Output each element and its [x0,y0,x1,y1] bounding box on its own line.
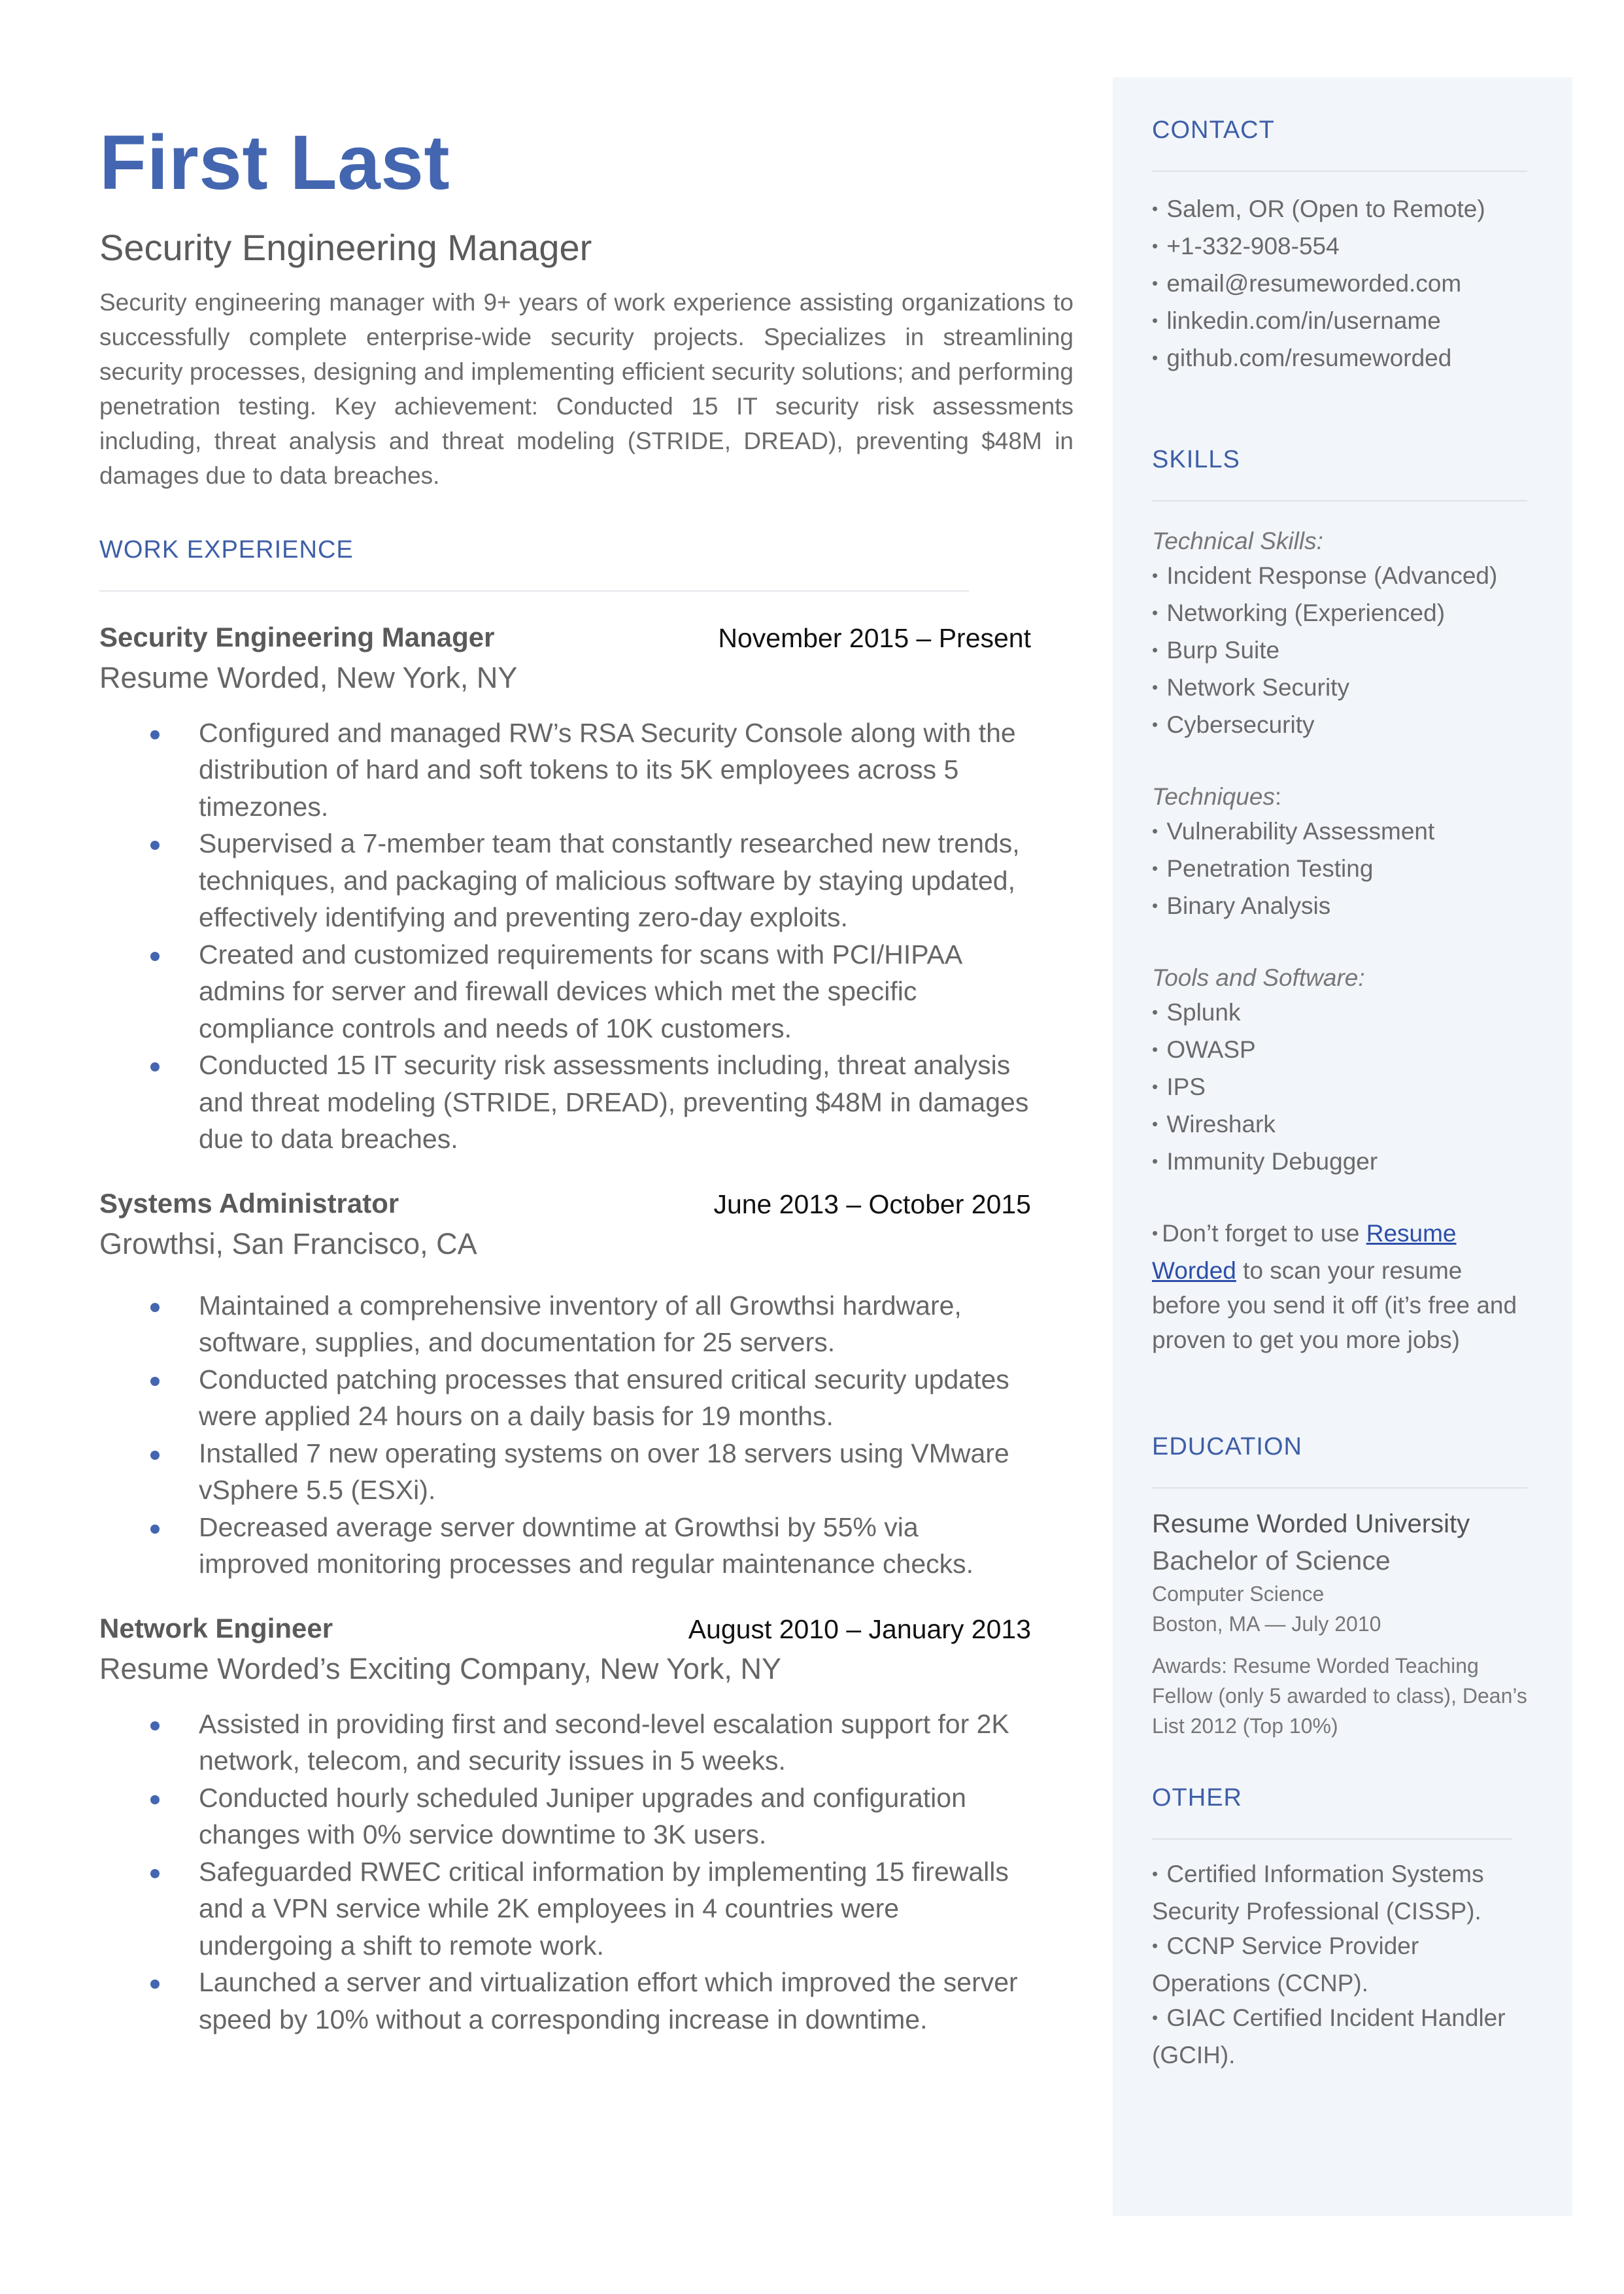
contact-email[interactable]: • email@resumeworded.com [1152,266,1544,303]
summary: Security engineering manager with 9+ years of work experience assisting organizations to successfully complete enterprise-wide security projects. Specializes in streamlining security processes, designing and implementing efficient security solutions; and performing penetration testing. Key achievement: Conducted 15 IT security risk assessments including, threat analysis and threat modeling (STRIDE, DREAD), preventing $48M in damages due to data breaches. [99,288,1074,489]
job-entry [99,1188,1074,1583]
bullet-item: Installed 7 new operating systems on over 18 servers using VMware vSphere 5.5 (ESXi). [99,1435,1031,1509]
skill-item: • Binary Analysis [1152,888,1544,926]
divider [1152,1487,1527,1489]
contact-phone[interactable]: • +1-332-908-554 [1152,229,1544,266]
job-bullets [99,715,1031,1158]
techniques-label-colon: : [1274,783,1282,810]
skill-item: • Penetration Testing [1152,851,1544,888]
contact-location: • Salem, OR (Open to Remote) [1152,192,1544,229]
contact-github[interactable]: • github.com/resumeworded [1152,341,1544,378]
techniques-list [1152,814,1544,926]
note-suffix: to scan your resume before you send it off (it’s free and proven to get you more jobs) [1152,1257,1517,1353]
education-degree: Bachelor of Science [1152,1545,1391,1576]
skill-item: • Cybersecurity [1152,707,1544,745]
divider [1152,1838,1512,1840]
work-experience-heading: WORK EXPERIENCE [99,535,354,564]
skill-item: • IPS [1152,1070,1544,1107]
education-location-date: Boston, MA — July 2010 [1152,1612,1381,1636]
divider [99,590,969,592]
skill-item: • Immunity Debugger [1152,1144,1544,1181]
bullet-item: Supervised a 7-member team that constantly researched new trends, techniques, and packaging of malicious software by staying updated, effectively identifying and preventing zero-day exploits. [99,825,1031,936]
tools-list [1152,995,1544,1181]
candidate-role: Security Engineering Manager [99,227,592,268]
bullet-item: Conducted hourly scheduled Juniper upgrades and configuration changes with 0% service downtime to 3K users. [99,1780,1031,1853]
contact-list [1152,192,1544,378]
skill-item: • Wireshark [1152,1107,1544,1144]
job-title: Security Engineering Manager [99,621,495,652]
scan-note [1152,1216,1518,1357]
bullet-item: Conducted 15 IT security risk assessments including, threat analysis and threat modeling (STRIDE, DREAD), preventing $48M in damages due to data breaches. [99,1047,1031,1158]
certification-item: • CCNP Service Provider Operations (CCNP). [1152,1929,1518,2000]
technical-skills-label: Technical Skills: [1152,528,1323,554]
tools-label: Tools and Software: [1152,964,1365,991]
skill-item: • Incident Response (Advanced) [1152,558,1544,596]
job-title: Network Engineer [99,1612,333,1644]
job-header [99,1188,1031,1224]
job-dates: June 2013 – October 2015 [713,1189,1031,1219]
skill-item: • Vulnerability Assessment [1152,814,1544,851]
technical-skills-list [1152,558,1544,745]
skill-item: • Splunk [1152,995,1544,1032]
job-header [99,1613,1031,1649]
bullet-item: Created and customized requirements for scans with PCI/HIPAA admins for server and firewall devices which met the specific compliance controls and needs of 10K customers. [99,936,1031,1047]
skill-item: • Burp Suite [1152,633,1544,670]
other-list [1152,1857,1518,2072]
note-prefix: Don’t forget to use [1162,1220,1366,1247]
bullet-item: Launched a server and virtualization effort which improved the server speed by 10% without a corresponding increase in downtime. [99,1964,1031,2038]
techniques-label [1152,779,1544,814]
job-entry [99,622,1074,1158]
education-heading: EDUCATION [1152,1433,1302,1460]
skill-item: • Networking (Experienced) [1152,596,1544,633]
skill-item: • OWASP [1152,1032,1544,1070]
main-column [99,105,1074,2038]
education-awards: Awards: Resume Worded Teaching Fellow (only 5 awarded to class), Dean’s List 2012 (Top 10%) [1152,1654,1527,1738]
job-header [99,622,1031,658]
techniques-label-text: Techniques [1152,783,1275,810]
contact-linkedin[interactable]: • linkedin.com/in/username [1152,303,1544,341]
bullet-dot: • [1152,1223,1159,1243]
job-bullets [99,1706,1031,2038]
candidate-name: First Last [99,120,450,206]
skill-item: • Network Security [1152,670,1544,707]
bullet-item: Conducted patching processes that ensured critical security updates were applied 24 hours on a daily basis for 19 months. [99,1361,1031,1435]
job-bullets [99,1287,1031,1583]
sidebar [1113,77,1572,2216]
bullet-item: Maintained a comprehensive inventory of all Growthsi hardware, software, supplies, and documentation for 25 servers. [99,1287,1031,1361]
job-entry [99,1613,1074,2038]
job-company: Resume Worded, New York, NY [99,660,518,694]
sidebar-content [1152,77,1544,2072]
bullet-item: Safeguarded RWEC critical information by implementing 15 firewalls and a VPN service while 2K employees in 4 countries were undergoing a shift to remote work. [99,1853,1031,1965]
resume-worded-link[interactable]: Resume Worded [1152,1220,1457,1284]
education-field: Computer Science [1152,1582,1325,1606]
certification-item: • GIAC Certified Incident Handler (GCIH). [1152,2000,1518,2072]
bullet-item: Configured and managed RW’s RSA Security Console along with the distribution of hard and soft tokens to its 5K employees across 5 timezones. [99,715,1031,826]
bullet-item: Assisted in providing first and second-level escalation support for 2K network, telecom, and security issues in 5 weeks. [99,1706,1031,1780]
job-title: Systems Administrator [99,1187,399,1219]
job-company: Resume Worded’s Exciting Company, New York, NY [99,1651,781,1685]
skills-heading: SKILLS [1152,446,1240,473]
job-dates: November 2015 – Present [718,622,1031,653]
job-dates: August 2010 – January 2013 [688,1613,1031,1644]
divider [1152,171,1527,172]
job-company: Growthsi, San Francisco, CA [99,1226,477,1260]
divider [1152,500,1527,501]
contact-heading: CONTACT [1152,116,1275,144]
certification-item: • Certified Information Systems Security Professional (CISSP). [1152,1857,1518,1929]
other-heading: OTHER [1152,1784,1242,1812]
education-school: Resume Worded University [1152,1510,1470,1538]
bullet-item: Decreased average server downtime at Growthsi by 55% via improved monitoring processes and regular maintenance checks. [99,1509,1031,1583]
